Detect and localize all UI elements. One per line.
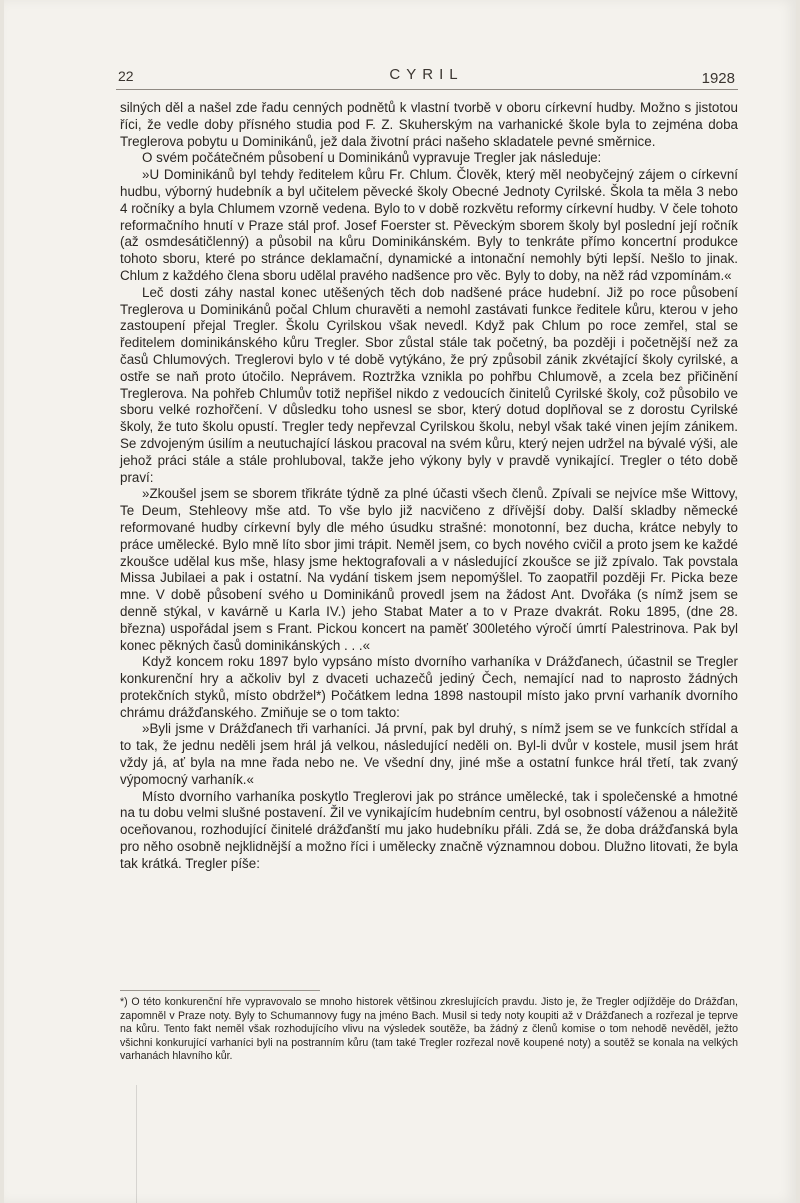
journal-title: CYRIL <box>389 66 464 83</box>
journal-year: 1928 <box>701 70 735 87</box>
paragraph: O svém počátečném působení u Dominikánů vypravuje Tregler jak následuje: <box>142 150 602 166</box>
article-body <box>120 100 738 873</box>
paragraph: Místo dvorního varhaníka poskytlo Treglerovi jak po stránce umělecké, tak i společenské a hmotné na tu dobu velmi slušné postavení. Žil ve vynikajícím hudebním centru, byl osobností váženou a náležitě oceňovanou, rozhodující činitelé drážďanští mu jako hudebníku přáli. Zdá se, že doba drážďanská byla pro něho osobně nejklidnější a možno říci i umělecky značně významnou dobou. Dlužno litovati, že byla tak krátká. Tregler píše: <box>120 788 738 871</box>
quote-paragraph: »Zkoušel jsem se sborem třikráte týdně za plné účasti všech členů. Zpívali se nejvíce mše Wittovy, Te Deum, Stehleovy mše atd. To vše bylo již nacvičeno z dřívější doby. Další skladby německé reformované hudby církevní byly dle mého úsudku strašné: monotonní, bez ducha, krátce nebyly to práce umělecké. Bylo mně líto sbor jimi trápit. Neměl jsem, co bych nového cvičil a proto jsem ke každé zkoušce udělal kus mše, hlasy jsme hektografovali a v následující zkoušce se již zpívalo. Tak povstala Missa Jubilaei a pak i ostatní. Na vydání tiskem jsem nepomýšlel. To zaopatřil později Fr. Picka beze mne. V době působení svého u Dominikánů provedl jsem na žádost Ant. Dvořáka (s nímž jsem se denně stýkal, v kavárně u Karla IV.) jeho Stabat Mater a to v Praze dvakrát. Roku 1895, (dne 28. března) uspořádal jsem s Frant. Pickou koncert na paměť 300letého výročí úmrtí Palestrinova. Pak byl konec pěkných časů dominikánských . . .« <box>120 486 738 653</box>
running-header <box>118 66 735 88</box>
quote-paragraph: »U Dominikánů byl tehdy ředitelem kůru Fr. Chlum. Člověk, který měl neobyčejný zájem o církevní hudbu, výborný hudebník a byl učitelem pěvecké školy Obecné Jednoty Cyrilské. Škola ta měla 3 nebo 4 ročníky a byla Chlumem vzorně vedena. Bylo to v době rozkvětu reformy církevní hudby. V čele tohoto reformačního hnutí v Praze stál prof. Josef Foerster st. Pěveckým sborem školy byl poslední její ročník (až osmdesátičlenný) a působil na kůru Dominikánském. Byly to tenkráte přímo koncertní produkce tohoto sboru, které po stránce deklamační, dynamické a intonační nemohly býti lepší. Nešlo to jinak. Chlum z každého člena sboru udělal pravého nadšence pro věc. Byly to doby, na něž rád vzpomínám.« <box>120 167 738 283</box>
footnote-rule <box>120 990 320 991</box>
page-number: 22 <box>118 68 134 84</box>
footnote <box>120 996 738 1064</box>
quote-paragraph: »Byli jsme v Drážďanech tři varhaníci. Já první, pak byl druhý, s nímž jsem se ve funkcích střídal a to tak, že jednu neděli jsem hrál já velkou, následující neděli on. Byl-li dvůr v kostele, musil jsem hrát vždy já, ať byla na mne řada nebo ne. Ve všední dny, jiné mše a ostatní funkce hrál třetí, tak zvaný výpomocný varhaník.« <box>120 721 738 787</box>
paper-crease <box>136 1085 137 1203</box>
footnote-text: *) O této konkurenční hře vypravovalo se mnoho historek většinou zkreslujících pravdu. Jisto je, že Tregler odjížděje do Drážďan, zapomněl v Praze noty. Byly to Schumannovy fugy na jméno Bach. Musil si tedy noty koupiti až v Drážďanech a rozřezal je teprve na kůru. Tento fakt neměl však rozhodujícího vlivu na výsledek soutěže, ba žádný z členů komise o tom nehodě nevěděl, ježto všichni konkurující varhaníci byli na postranním kůru (tam také Tregler rozřezal nově koupené noty) a soutěž se konala na velkých varhanách hlavního kůr. <box>120 996 738 1063</box>
document-page <box>4 0 796 1203</box>
header-rule <box>116 89 738 90</box>
paragraph: Když koncem roku 1897 bylo vypsáno místo dvorního varhaníka v Drážďanech, účastnil se Tregler konkurenční hry a ačkoliv byl z dvaceti uchazečů jediný Čech, nemající nad to naprosto žádných protekčních styků, místo obdržel*) Počátkem ledna 1898 nastoupil místo jako první varhaník dvorního chrámu drážďanského. Zmiňuje se o tom takto: <box>120 654 738 720</box>
paragraph: silných děl a našel zde řadu cenných podnětů k vlastní tvorbě v oboru církevní hudby. Možno s jistotou říci, že vedle doby přísného studia pod F. Z. Skuherským na varhanické škole byla to zejména doba Treglerova pobytu u Dominikánů, jež dala životní práci našeho skladatele pevné směrnice. <box>120 100 738 149</box>
paragraph: Leč dosti záhy nastal konec utěšených těch dob nadšené práce hudební. Již po roce působení Treglerova u Dominikánů počal Chlum churavěti a nemohl zastávati funkce ředitele kůru, kterou v jeho zastoupení přejal Tregler. Školu Cyrilskou však nevedl. Když pak Chlum po roce zemřel, stal se ředitelem dominikánského kůru Tregler. Sbor zůstal stále tak početný, ba později i početnější než za časů Chlumových. Treglerovi bylo v té době vytýkáno, že prý způsobil zánik zkvétající školy cyrilské, a ostře se naň proto útočilo. Neprávem. Roztržka vznikla po pohřbu Chlumově, a zcela bez přičinění Treglerova. Na pohřeb Chlumův totiž nepřišel nikdo z vedoucích činitelů Cyrilské školy, což působilo ve sboru velké rozhořčení. V důsledku toho usnesl se sbor, který dotud doplňoval se z dorostu Cyrilské školy, že tuto školu opustí. Tregler tedy nepřevzal Cyrilskou školu, nebyl však také vinen jejím zánikem. Se zdvojeným úsilím a neutuchající láskou pracoval na svém kůru, který nejen udržel na bývalé výši, ale jehož práci stále a stále prohluboval, takže jeho výkony byly v pravdě vynikající. Tregler o této době praví: <box>120 284 738 485</box>
